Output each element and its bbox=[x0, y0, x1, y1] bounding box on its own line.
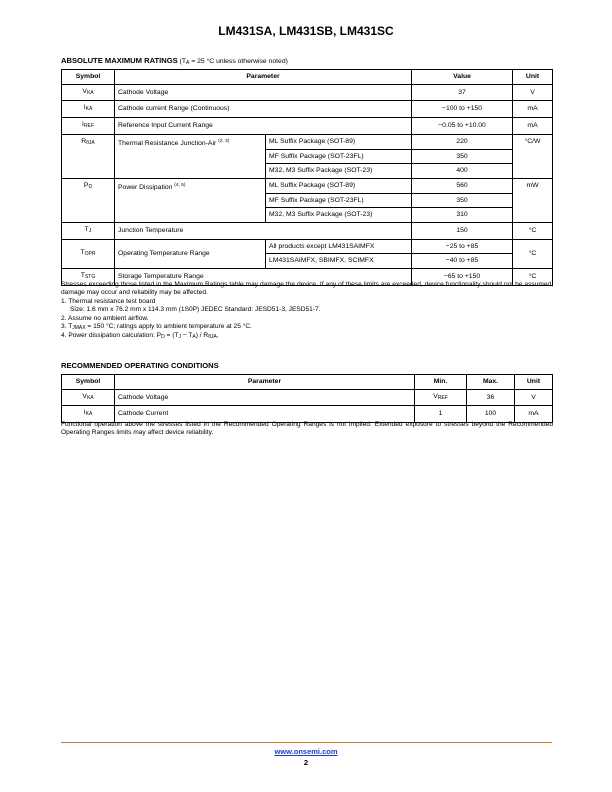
symbol-cell: $T_J$ bbox=[62, 223, 115, 240]
unit-cell: °C bbox=[513, 239, 553, 268]
package-cell: MF Suffix Package (SOT-23FL) bbox=[266, 193, 412, 208]
symbol-cell: $I_{REF}$ bbox=[62, 118, 115, 135]
parameter-cell: Cathode current Range (Continuous) bbox=[115, 101, 412, 118]
value-cell: 350 bbox=[412, 193, 513, 208]
rec-op-table bbox=[61, 374, 553, 423]
parameter-cell: Cathode Voltage bbox=[115, 84, 412, 101]
table-row bbox=[62, 178, 553, 193]
parameter-cell: Storage Temperature Range bbox=[115, 269, 412, 286]
unit-cell: mA bbox=[513, 118, 553, 135]
stress-note: Stresses exceeding those listed in the Maximum Ratings table may damage the device. If any of these limits are exceeded, device functionality should not be assumed, damage may occur and reliability may be affected. bbox=[61, 281, 553, 297]
unit-cell: °C/W bbox=[513, 134, 553, 178]
package-cell: M32, M3 Suffix Package (SOT-23) bbox=[266, 164, 412, 179]
max-cell: 36 bbox=[467, 389, 515, 406]
table-row bbox=[62, 389, 553, 406]
parameter-cell: Junction Temperature bbox=[115, 223, 412, 240]
unit-cell: mA bbox=[515, 406, 553, 423]
col-header-unit: Unit bbox=[513, 70, 553, 85]
parameter-cell: Cathode Voltage bbox=[115, 389, 415, 406]
package-cell: M32, M3 Suffix Package (SOT-23) bbox=[266, 208, 412, 223]
col-header-value: Value bbox=[412, 70, 513, 85]
value-cell: −0.05 to +10.00 bbox=[412, 118, 513, 135]
min-cell: $V_{REF}$ bbox=[415, 389, 467, 406]
table-row bbox=[62, 223, 553, 240]
value-cell: 560 bbox=[412, 178, 513, 193]
rec-op-notes bbox=[61, 421, 553, 438]
value-cell: −40 to +85 bbox=[412, 254, 513, 269]
unit-cell: V bbox=[515, 389, 553, 406]
footnote-3: 3. $T_{JMAX} = 150$ °C; ratings apply to ambient temperature at 25 °C. bbox=[61, 323, 252, 332]
footer-divider bbox=[61, 742, 552, 743]
footnote-1-detail: Size: 1.6 mm x 76.2 mm x 114.3 mm (1S0P) JEDEC Standard: JESD51-3, JESD51-7. bbox=[70, 306, 321, 314]
max-cell: 100 bbox=[467, 406, 515, 423]
package-cell: ML Suffix Package (SOT-89) bbox=[266, 134, 412, 149]
value-cell: 310 bbox=[412, 208, 513, 223]
functional-operation-note: Functional operation above the stresses listed in the Recommended Operating Ranges is not implied. Extended exposure to stresses beyond the Recommended Operating Ranges limits may affect device reliability. bbox=[61, 421, 553, 437]
col-header-parameter: Parameter bbox=[115, 375, 415, 390]
unit-cell: °C bbox=[513, 269, 553, 286]
unit-cell: V bbox=[513, 84, 553, 101]
symbol-cell: $I_{KA}$ bbox=[62, 101, 115, 118]
parameter-cell: Reference Input Current Range bbox=[115, 118, 412, 135]
col-header-symbol: Symbol bbox=[62, 70, 115, 85]
package-cell: MF Suffix Package (SOT-23FL) bbox=[266, 149, 412, 164]
col-header-symbol: Symbol bbox=[62, 375, 115, 390]
abs-max-title bbox=[61, 56, 288, 66]
table-row bbox=[62, 134, 553, 149]
value-cell: −65 to +150 bbox=[412, 269, 513, 286]
table-header-row bbox=[62, 375, 553, 390]
symbol-cell: $P_D$ bbox=[62, 178, 115, 222]
footnote-4: 4. Power dissipation calculation: $P_D = (T_J - T_A) / R_{\theta JA}$. bbox=[61, 332, 219, 341]
value-cell: 37 bbox=[412, 84, 513, 101]
package-cell: ML Suffix Package (SOT-89) bbox=[266, 178, 412, 193]
symbol-cell: $T_{STG}$ bbox=[62, 269, 115, 286]
value-cell: −100 to +150 bbox=[412, 101, 513, 118]
symbol-cell: $V_{KA}$ bbox=[62, 389, 115, 406]
abs-max-notes bbox=[61, 281, 553, 342]
symbol-cell: $R_{\theta JA}$ bbox=[62, 134, 115, 178]
unit-cell: °C bbox=[513, 223, 553, 240]
parameter-cell: Thermal Resistance Junction-Air $^{(2, 3)}$ bbox=[115, 134, 266, 178]
table-header-row bbox=[62, 70, 553, 85]
page-number: 2 bbox=[303, 758, 309, 767]
package-cell: LM431SAIMFX, SBIMFX, SCIMFX bbox=[266, 254, 412, 269]
value-cell: 400 bbox=[412, 164, 513, 179]
footnote-2: 2. Assume no ambient airflow. bbox=[61, 314, 149, 322]
unit-cell: mW bbox=[513, 178, 553, 222]
table-row bbox=[62, 118, 553, 135]
table-row bbox=[62, 239, 553, 254]
parameter-cell: Cathode Current bbox=[115, 406, 415, 423]
value-cell: −25 to +85 bbox=[412, 239, 513, 254]
value-cell: 150 bbox=[412, 223, 513, 240]
col-header-min: Min. bbox=[415, 375, 467, 390]
value-cell: 220 bbox=[412, 134, 513, 149]
document-title: LM431SA, LM431SB, LM431SC bbox=[218, 24, 394, 38]
table-row bbox=[62, 101, 553, 118]
col-header-max: Max. bbox=[467, 375, 515, 390]
parameter-cell: Operating Temperature Range bbox=[115, 239, 266, 268]
website-link[interactable]: www.onsemi.com bbox=[274, 747, 338, 756]
unit-cell: mA bbox=[513, 101, 553, 118]
abs-max-table bbox=[61, 69, 553, 286]
rec-op-title: RECOMMENDED OPERATING CONDITIONS bbox=[61, 361, 219, 370]
symbol-cell: $V_{KA}$ bbox=[62, 84, 115, 101]
package-cell: All products except LM431SAIMFX bbox=[266, 239, 412, 254]
symbol-cell: $I_{KA}$ bbox=[62, 406, 115, 423]
col-header-parameter: Parameter bbox=[115, 70, 412, 85]
value-cell: 350 bbox=[412, 149, 513, 164]
parameter-cell: Power Dissipation $^{(4, 5)}$ bbox=[115, 178, 266, 222]
abs-max-condition: ($T_A = 25$ °C unless otherwise noted) bbox=[177, 58, 288, 66]
table-row bbox=[62, 84, 553, 101]
footnote-1: 1. Thermal resistance test board bbox=[61, 297, 156, 305]
min-cell: 1 bbox=[415, 406, 467, 423]
col-header-unit: Unit bbox=[515, 375, 553, 390]
abs-max-title-text: ABSOLUTE MAXIMUM RATINGS bbox=[61, 56, 178, 65]
symbol-cell: $T_{OPR}$ bbox=[62, 239, 115, 268]
